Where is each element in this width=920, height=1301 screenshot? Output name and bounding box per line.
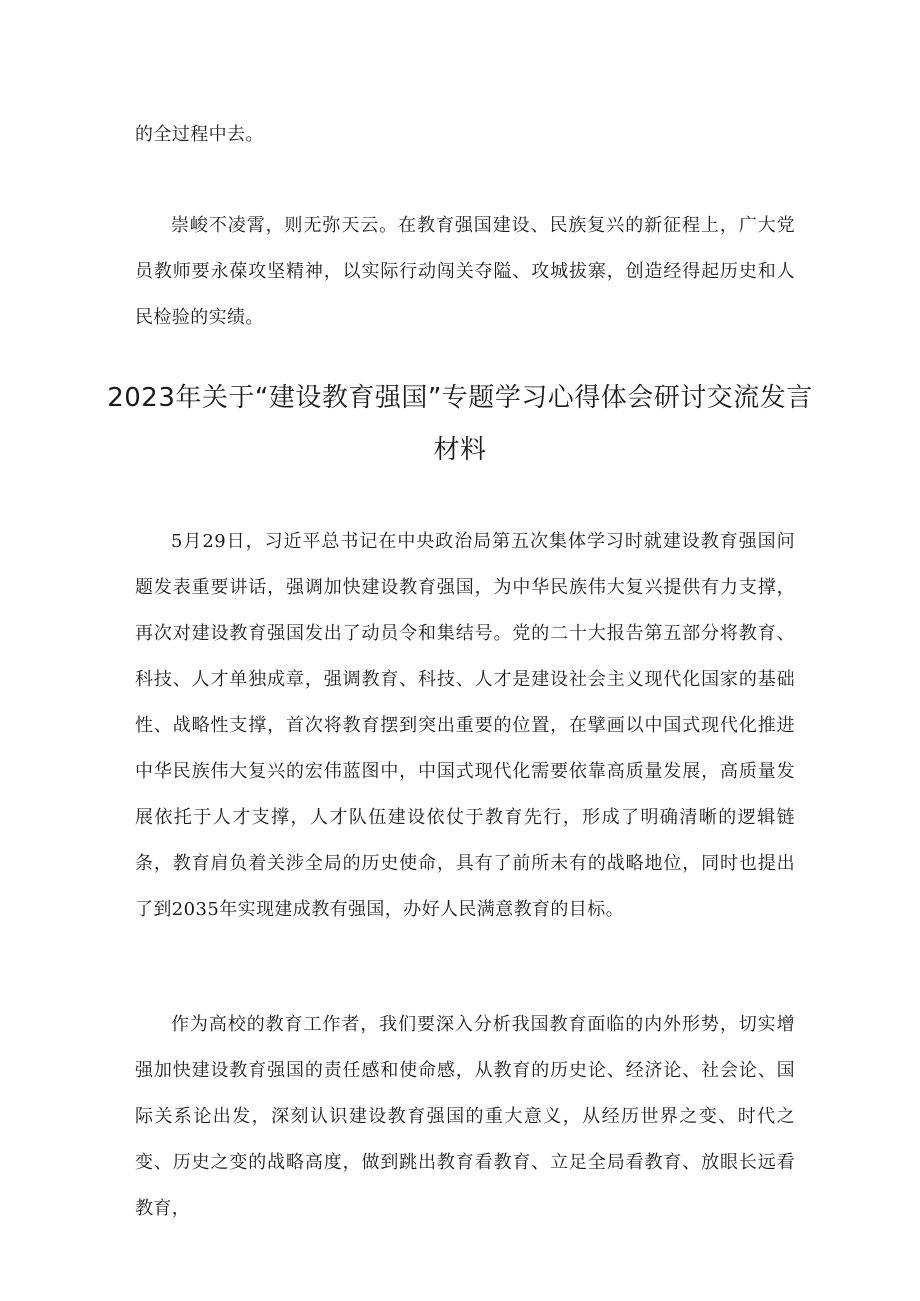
paragraph-body: 作为高校的教育工作者，我们要深入分析我国教育面临的内外形势，切实增强加快建设教育强国的责任感和使命感，从教育的历史论、经济论、社会论、国际关系论出发，深刻认识建设教育强国的重大意义，从经历世界之变、时代之变、历史之变的战略高度，做到跳出教育看教育、立足全局看教育、放眼长远看教育， <box>135 1014 795 1219</box>
paragraph-intro: 5月29日，习近平总书记在中央政治局第五次集体学习时就建设教育强国问题发表重要讲话，强调加快建设教育强国，为中华民族伟大复兴提供有力支撑，再次对建设教育强国发出了动员令和集结号。党的二十大报告第五部分将教育、科技、人才单独成章，强调教育、科技、人才是建设社会主义现代化国家的基础性、战略性支撑，首次将教育摆到突出重要的位置，在擘画以中国式现代化推进中华民族伟大复兴的宏伟蓝图中，中国式现代化需要依靠高质量发展，高质量发展依托于人才支撑，人才队伍建设依仗于教育先行，形成了明确清晰的逻辑链条，教育肩负着关涉全局的历史使命，具有了前所未有的战略地位，同时也提出了到2035年实现建成教有强国，办好人民满意教育的目标。 <box>135 531 795 920</box>
paragraph-conclusion: 崇峻不凌霄，则无弥天云。在教育强国建设、民族复兴的新征程上，广大党员教师要永葆攻坚精神，以实际行动闯关夺隘、攻城拔寨，创造经得起历史和人民检验的实绩。 <box>135 215 795 328</box>
paragraph-continuation: 的全过程中去。 <box>135 124 264 145</box>
document-title: 2023年关于“建设教育强国”专题学习心得体会研讨交流发言材料 <box>107 383 813 465</box>
